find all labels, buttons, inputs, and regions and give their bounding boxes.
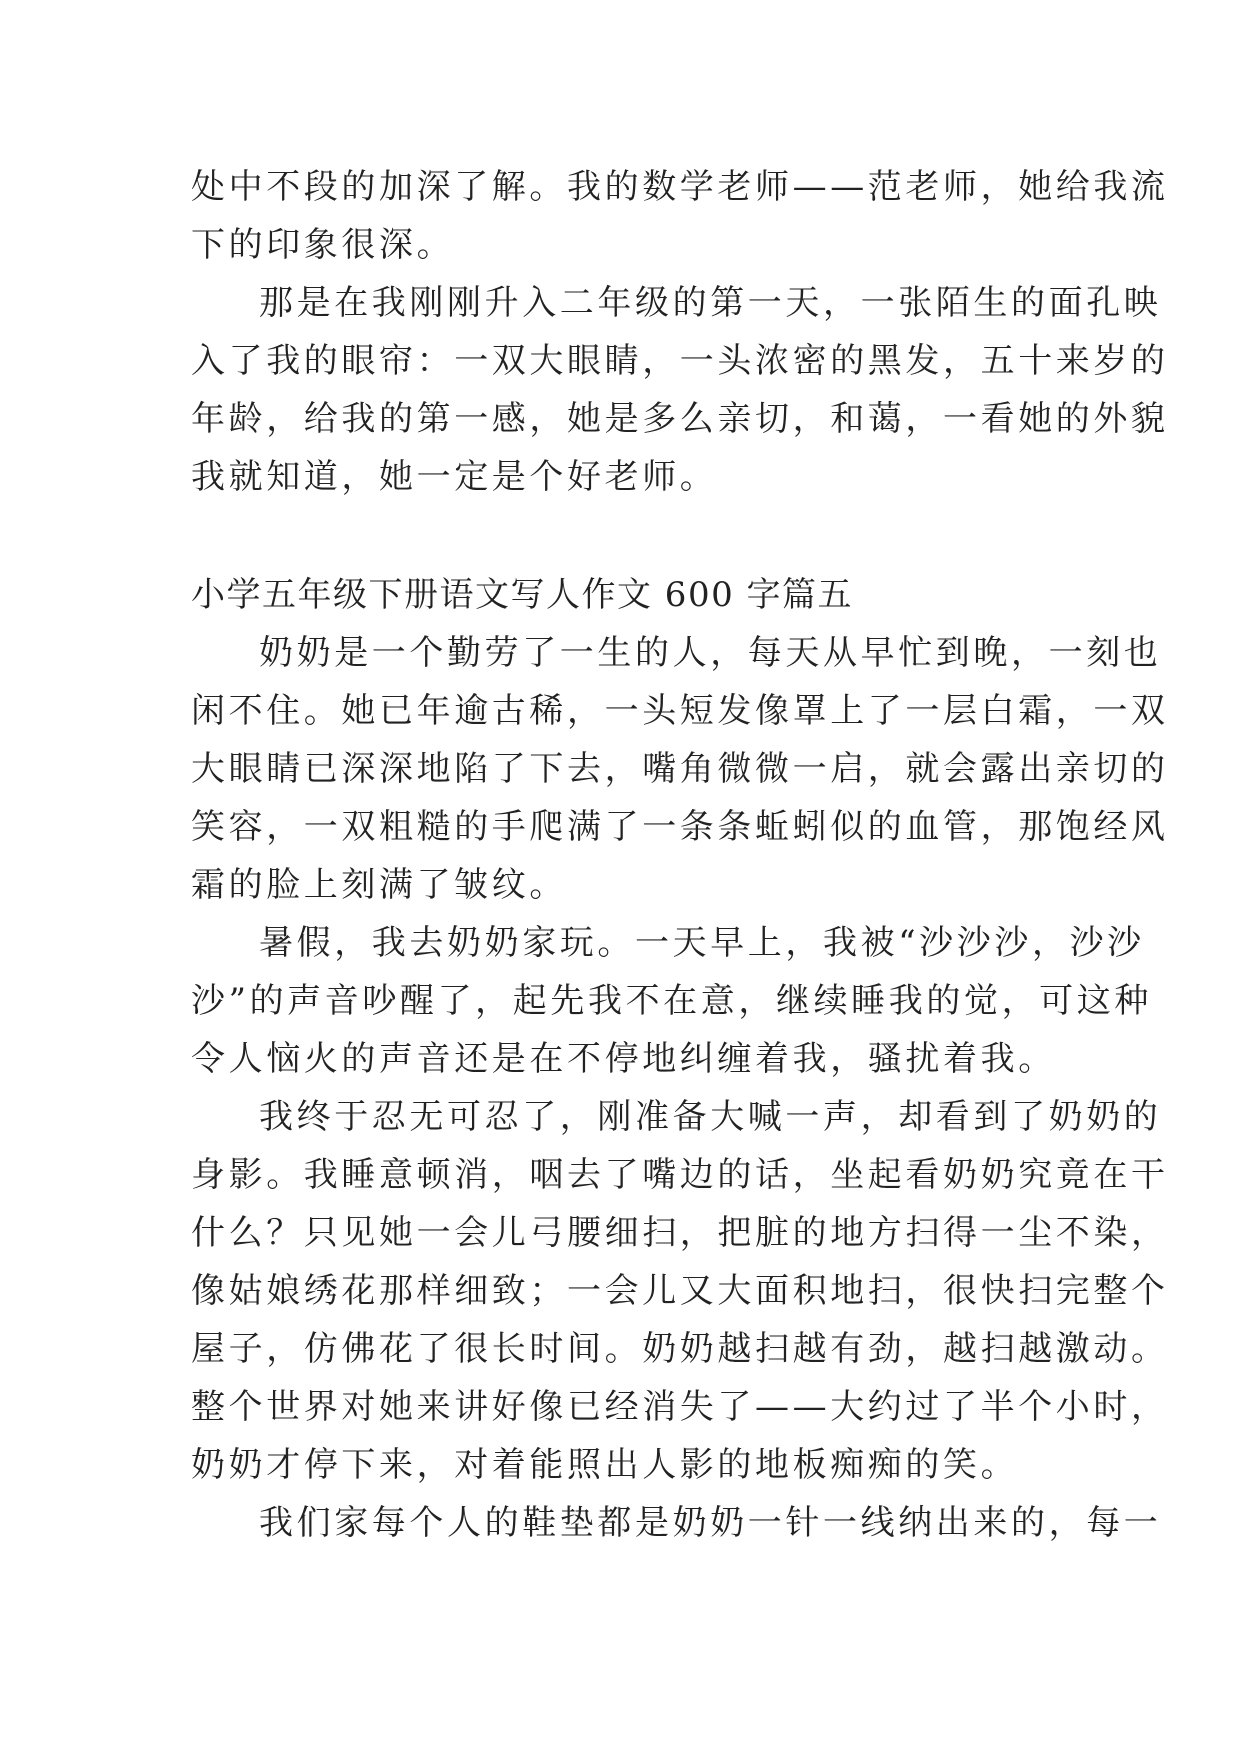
paragraph-start-line: 奶奶是一个勤劳了一生的人，每天从早忙到晚，一刻也: [259, 633, 1162, 673]
text-line: 沙”的声音吵醒了，起先我不在意，继续睡我的觉，可这种: [191, 981, 1152, 1021]
text-line: 入了我的眼帘：一双大眼睛，一头浓密的黑发，五十来岁的: [191, 341, 1169, 381]
text-line: 年龄，给我的第一感，她是多么亲切，和蔼，一看她的外貌: [191, 399, 1169, 439]
text-line: 整个世界对她来讲好像已经消失了——大约过了半个小时，: [191, 1387, 1169, 1427]
text-line: 令人恼火的声音还是在不停地纠缠着我，骚扰着我。: [191, 1039, 1056, 1079]
text-line: 笑容，一双粗糙的手爬满了一条条蚯蚓似的血管，那饱经风: [191, 807, 1169, 847]
text-line: 下的印象很深。: [191, 225, 455, 265]
text-line: 闲不住。她已年逾古稀，一头短发像罩上了一层白霜，一双: [191, 691, 1169, 731]
text-line: 大眼睛已深深地陷了下去，嘴角微微一启，就会露出亲切的: [191, 749, 1169, 789]
text-line: 奶奶才停下来，对着能照出人影的地板痴痴的笑。: [191, 1445, 1019, 1485]
paragraph-start-line: 暑假，我去奶奶家玩。一天早上，我被“沙沙沙，沙沙: [259, 923, 1145, 963]
text-line: 屋子，仿佛花了很长时间。奶奶越扫越有劲，越扫越激动。: [191, 1329, 1169, 1369]
text-line: 处中不段的加深了解。我的数学老师——范老师，她给我流: [191, 167, 1169, 207]
paragraph-start-line: 那是在我刚刚升入二年级的第一天，一张陌生的面孔映: [259, 283, 1162, 323]
text-line: 像姑娘绣花那样细致；一会儿又大面积地扫，很快扫完整个: [191, 1271, 1169, 1311]
paragraph-start-line: 我终于忍无可忍了，刚准备大喊一声，却看到了奶奶的: [259, 1097, 1162, 1137]
text-line: 身影。我睡意顿消，咽去了嘴边的话，坐起看奶奶究竟在干: [191, 1155, 1169, 1195]
text-line: 我就知道，她一定是个好老师。: [191, 457, 718, 497]
text-line: 什么？只见她一会儿弓腰细扫，把脏的地方扫得一尘不染，: [191, 1213, 1169, 1253]
paragraph-start-line: 我们家每个人的鞋垫都是奶奶一针一线纳出来的，每一: [259, 1503, 1162, 1543]
section-heading: 小学五年级下册语文写人作文 600 字篇五: [191, 575, 854, 615]
text-line: 霜的脸上刻满了皱纹。: [191, 865, 567, 905]
